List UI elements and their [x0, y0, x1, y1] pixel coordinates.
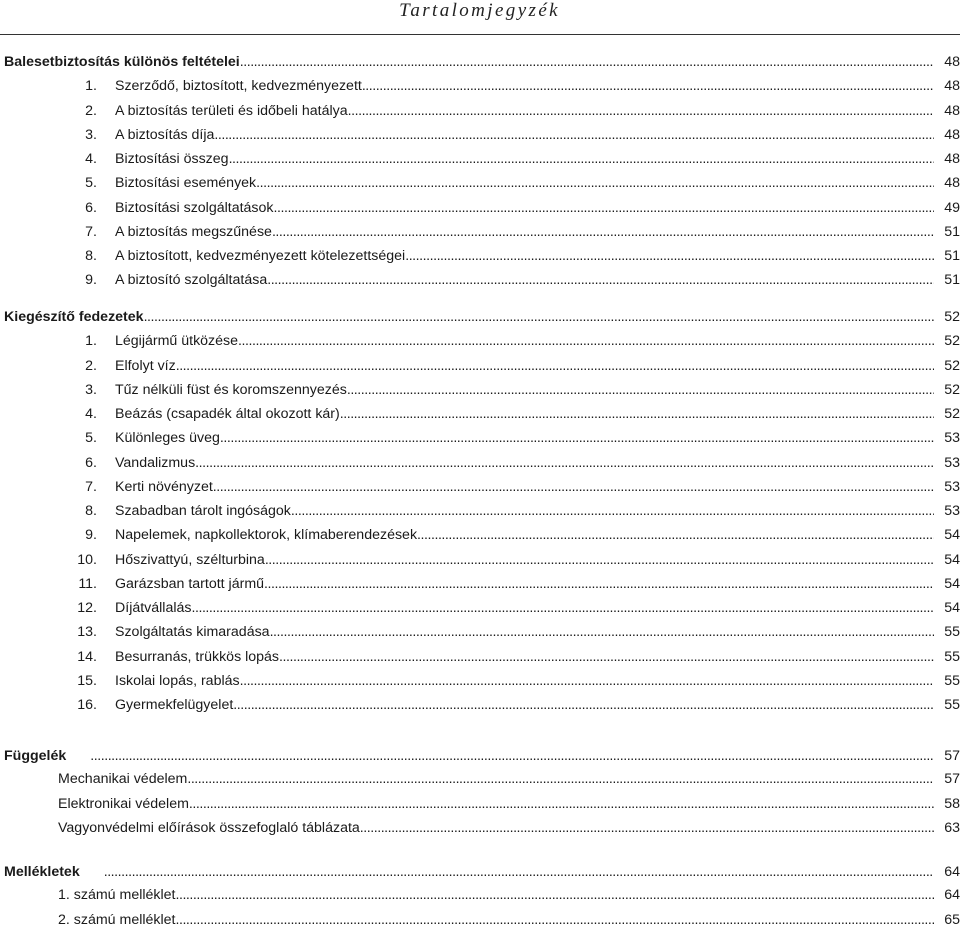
- toc-entry-number: 8.: [85, 248, 97, 264]
- toc-entry[interactable]: [0, 269, 960, 291]
- dot-leader: [270, 621, 934, 643]
- toc-section-title: Kiegészítő fedezetek: [4, 309, 144, 325]
- toc-page-number: 53: [944, 503, 960, 519]
- toc-section-heading[interactable]: [0, 861, 960, 883]
- toc-entry[interactable]: [0, 476, 960, 498]
- dot-leader: [192, 597, 935, 619]
- toc-entry[interactable]: [0, 197, 960, 219]
- toc-section-heading[interactable]: [0, 51, 960, 73]
- toc-entry-label: Szerződő, biztosított, kedvezményezett: [115, 78, 362, 95]
- toc-section-heading[interactable]: [0, 306, 960, 328]
- toc-entry-number: 6.: [85, 199, 97, 216]
- toc-entry-number: 2.: [85, 102, 97, 119]
- toc-entry-number: 1.: [85, 78, 97, 95]
- dot-leader: [233, 694, 934, 716]
- toc-section-heading[interactable]: [0, 745, 960, 767]
- toc-entry-number: 16.: [77, 697, 97, 713]
- dot-leader: [175, 909, 934, 931]
- toc-entry-label: 1. számú melléklet: [58, 887, 176, 904]
- toc-section-title: Balesetbiztosítás különös feltételei: [4, 54, 240, 70]
- toc-entry-label: Biztosítási események: [115, 175, 257, 192]
- toc-entry-number: 8.: [85, 503, 97, 519]
- toc-page-number: 64: [944, 864, 960, 880]
- toc-entry-label: Elektronikai védelem: [58, 795, 189, 812]
- dot-leader: [187, 768, 934, 790]
- toc-entry-label: Vandalizmus: [115, 454, 196, 471]
- toc-page-number: 55: [944, 672, 960, 689]
- toc-entry-label: Besurranás, trükkös lopás: [115, 648, 280, 665]
- toc-entry-number: 9.: [85, 527, 97, 544]
- dot-leader: [340, 403, 934, 425]
- toc-entry-number: 2.: [85, 357, 97, 374]
- toc-entry-number: 4.: [85, 151, 97, 167]
- toc-page-number: 48: [944, 175, 960, 192]
- toc-section-title: Függelék: [4, 748, 67, 764]
- toc-entry-number: 3.: [85, 381, 97, 398]
- dot-leader: [348, 100, 934, 122]
- toc-entry-label: Vagyonvédelmi előírások összefoglaló táblázata: [58, 819, 360, 836]
- toc-entry-number: 3.: [85, 126, 97, 143]
- dot-leader: [90, 745, 934, 767]
- toc-page-number: 65: [944, 911, 960, 928]
- toc-entry[interactable]: [0, 100, 960, 122]
- toc-entry[interactable]: [0, 355, 960, 377]
- dot-leader: [264, 573, 934, 595]
- toc-entry-number: 6.: [85, 454, 97, 471]
- toc-entry-label: A biztosítás díja: [115, 126, 215, 143]
- toc-entry-number: 5.: [85, 430, 97, 447]
- toc-page-number: 55: [944, 648, 960, 665]
- toc-entry[interactable]: [0, 427, 960, 449]
- dot-leader: [417, 524, 934, 546]
- toc-page-number: 58: [944, 795, 960, 812]
- toc-page-number: 48: [944, 151, 960, 167]
- toc-entry-label: Légijármű ütközése: [115, 333, 239, 350]
- toc-entry[interactable]: [0, 452, 960, 474]
- toc-page-number: 48: [944, 126, 960, 143]
- toc-entry-number: 4.: [85, 406, 97, 422]
- toc-entry[interactable]: [0, 670, 960, 692]
- header-divider: [0, 34, 960, 35]
- toc-entry-label: A biztosító szolgáltatása: [115, 272, 268, 289]
- dot-leader: [362, 75, 934, 97]
- toc-entry-number: 15.: [77, 672, 97, 689]
- toc-entry-label: Napelemek, napkollektorok, klímaberendezések: [115, 527, 418, 544]
- toc-entry-label: Gyermekfelügyelet: [115, 697, 234, 713]
- toc-page-number: 49: [944, 199, 960, 216]
- toc-entry-label: Mechanikai védelem: [58, 771, 188, 788]
- toc-page-number: 52: [944, 406, 960, 422]
- toc-entry-number: 11.: [78, 575, 97, 592]
- toc-entry-label: Biztosítási szolgáltatások: [115, 199, 274, 216]
- toc-entry-number: 10.: [77, 551, 97, 568]
- dot-leader: [291, 500, 934, 522]
- toc-entry-number: 7.: [85, 223, 97, 240]
- toc-entry-label: 2. számú melléklet: [58, 911, 176, 928]
- dot-leader: [238, 330, 934, 352]
- toc-page-number: 52: [944, 333, 960, 350]
- toc-entry[interactable]: [0, 172, 960, 194]
- dot-leader: [176, 355, 934, 377]
- dot-leader: [189, 793, 934, 815]
- toc-entry[interactable]: [0, 909, 960, 931]
- toc-entry-label: Szolgáltatás kimaradása: [115, 624, 270, 641]
- toc-page-number: 57: [944, 748, 960, 764]
- toc-page-number: 52: [944, 381, 960, 398]
- toc-entry-label: A biztosítás területi és időbeli hatálya: [115, 102, 348, 119]
- dot-leader: [267, 269, 934, 291]
- dot-leader: [347, 379, 934, 401]
- dot-leader: [104, 861, 934, 883]
- toc-entry[interactable]: [0, 573, 960, 595]
- toc-entry-label: Hőszivattyú, szélturbina: [115, 551, 265, 568]
- toc-entry[interactable]: [0, 403, 960, 425]
- toc-entry[interactable]: [0, 221, 960, 243]
- toc-entry-number: 7.: [85, 478, 97, 495]
- toc-page-number: 55: [944, 624, 960, 641]
- toc-entry[interactable]: [0, 646, 960, 668]
- toc-entry[interactable]: [0, 148, 960, 170]
- toc-entry-label: Garázsban tartott jármű: [115, 575, 265, 592]
- toc-entry-label: Beázás (csapadék által okozott kár): [115, 406, 340, 422]
- toc-entry[interactable]: [0, 500, 960, 522]
- toc-page-number: 51: [944, 223, 960, 240]
- toc-entry-label: Díjátvállalás: [115, 600, 192, 616]
- toc-page-number: 63: [944, 819, 960, 836]
- toc-entry[interactable]: [0, 330, 960, 352]
- toc-entry-number: 5.: [85, 175, 97, 192]
- toc-page-number: 48: [944, 54, 960, 70]
- toc-page-number: 54: [944, 575, 960, 592]
- toc-entry-number: 13.: [77, 624, 97, 641]
- toc-entry-label: Tűz nélküli füst és koromszennyezés: [115, 381, 347, 398]
- toc-entry-number: 9.: [85, 272, 97, 289]
- toc-entry-number: 14.: [77, 648, 97, 665]
- toc-page-number: 52: [944, 357, 960, 374]
- toc-entry-label: Biztosítási összeg: [115, 151, 229, 167]
- toc-page-number: 55: [944, 697, 960, 713]
- toc-entry[interactable]: [0, 75, 960, 97]
- dot-leader: [274, 197, 934, 219]
- page-header: [0, 0, 960, 36]
- toc-section-title: Mellékletek: [4, 864, 80, 880]
- dot-leader: [279, 646, 934, 668]
- dot-leader: [213, 476, 934, 498]
- dot-leader: [405, 245, 934, 267]
- dot-leader: [265, 549, 934, 571]
- toc-page-number: 64: [944, 887, 960, 904]
- toc-entry[interactable]: [0, 379, 960, 401]
- toc-page-number: 48: [944, 78, 960, 95]
- toc-entry-label: Kerti növényzet: [115, 478, 213, 495]
- dot-leader: [229, 148, 934, 170]
- toc-entry[interactable]: [0, 524, 960, 546]
- toc-entry[interactable]: [0, 549, 960, 571]
- toc-entry[interactable]: [0, 597, 960, 619]
- toc-page-number: 57: [944, 771, 960, 788]
- toc-entry[interactable]: [0, 817, 960, 839]
- dot-leader: [256, 172, 934, 194]
- toc-entry-label: Különleges üveg: [115, 430, 220, 447]
- toc-page-number: 51: [944, 272, 960, 289]
- toc-entry-number: 1.: [85, 333, 97, 350]
- toc-page-number: 54: [944, 600, 960, 616]
- dot-leader: [144, 306, 934, 328]
- dot-leader: [195, 452, 934, 474]
- toc-entry[interactable]: [0, 245, 960, 267]
- dot-leader: [272, 221, 934, 243]
- dot-leader: [240, 670, 934, 692]
- toc-page-number: 51: [944, 248, 960, 264]
- toc-entry[interactable]: [0, 694, 960, 716]
- toc-entry[interactable]: [0, 621, 960, 643]
- toc-page-number: 54: [944, 551, 960, 568]
- toc-entry[interactable]: [0, 884, 960, 906]
- toc-page-number: 52: [944, 309, 960, 325]
- toc-entry-label: A biztosítás megszűnése: [115, 223, 272, 240]
- toc-page-number: 48: [944, 102, 960, 119]
- page-title: Tartalomjegyzék: [399, 0, 560, 21]
- toc-entry-label: Elfolyt víz: [115, 357, 176, 374]
- toc-page-number: 53: [944, 430, 960, 447]
- toc-entry-label: Iskolai lopás, rablás: [115, 672, 240, 689]
- dot-leader: [214, 124, 934, 146]
- toc-page-number: 53: [944, 478, 960, 495]
- toc-entry-label: A biztosított, kedvezményezett kötelezettségei: [115, 248, 406, 264]
- toc-entry[interactable]: [0, 768, 960, 790]
- toc-page-number: 53: [944, 454, 960, 471]
- dot-leader: [240, 51, 934, 73]
- toc-entry-number: 12.: [77, 600, 97, 616]
- toc-entry[interactable]: [0, 124, 960, 146]
- toc-entry-label: Szabadban tárolt ingóságok: [115, 503, 291, 519]
- toc-entry[interactable]: [0, 793, 960, 815]
- dot-leader: [360, 817, 934, 839]
- dot-leader: [220, 427, 934, 449]
- toc-page-number: 54: [944, 527, 960, 544]
- dot-leader: [175, 884, 934, 906]
